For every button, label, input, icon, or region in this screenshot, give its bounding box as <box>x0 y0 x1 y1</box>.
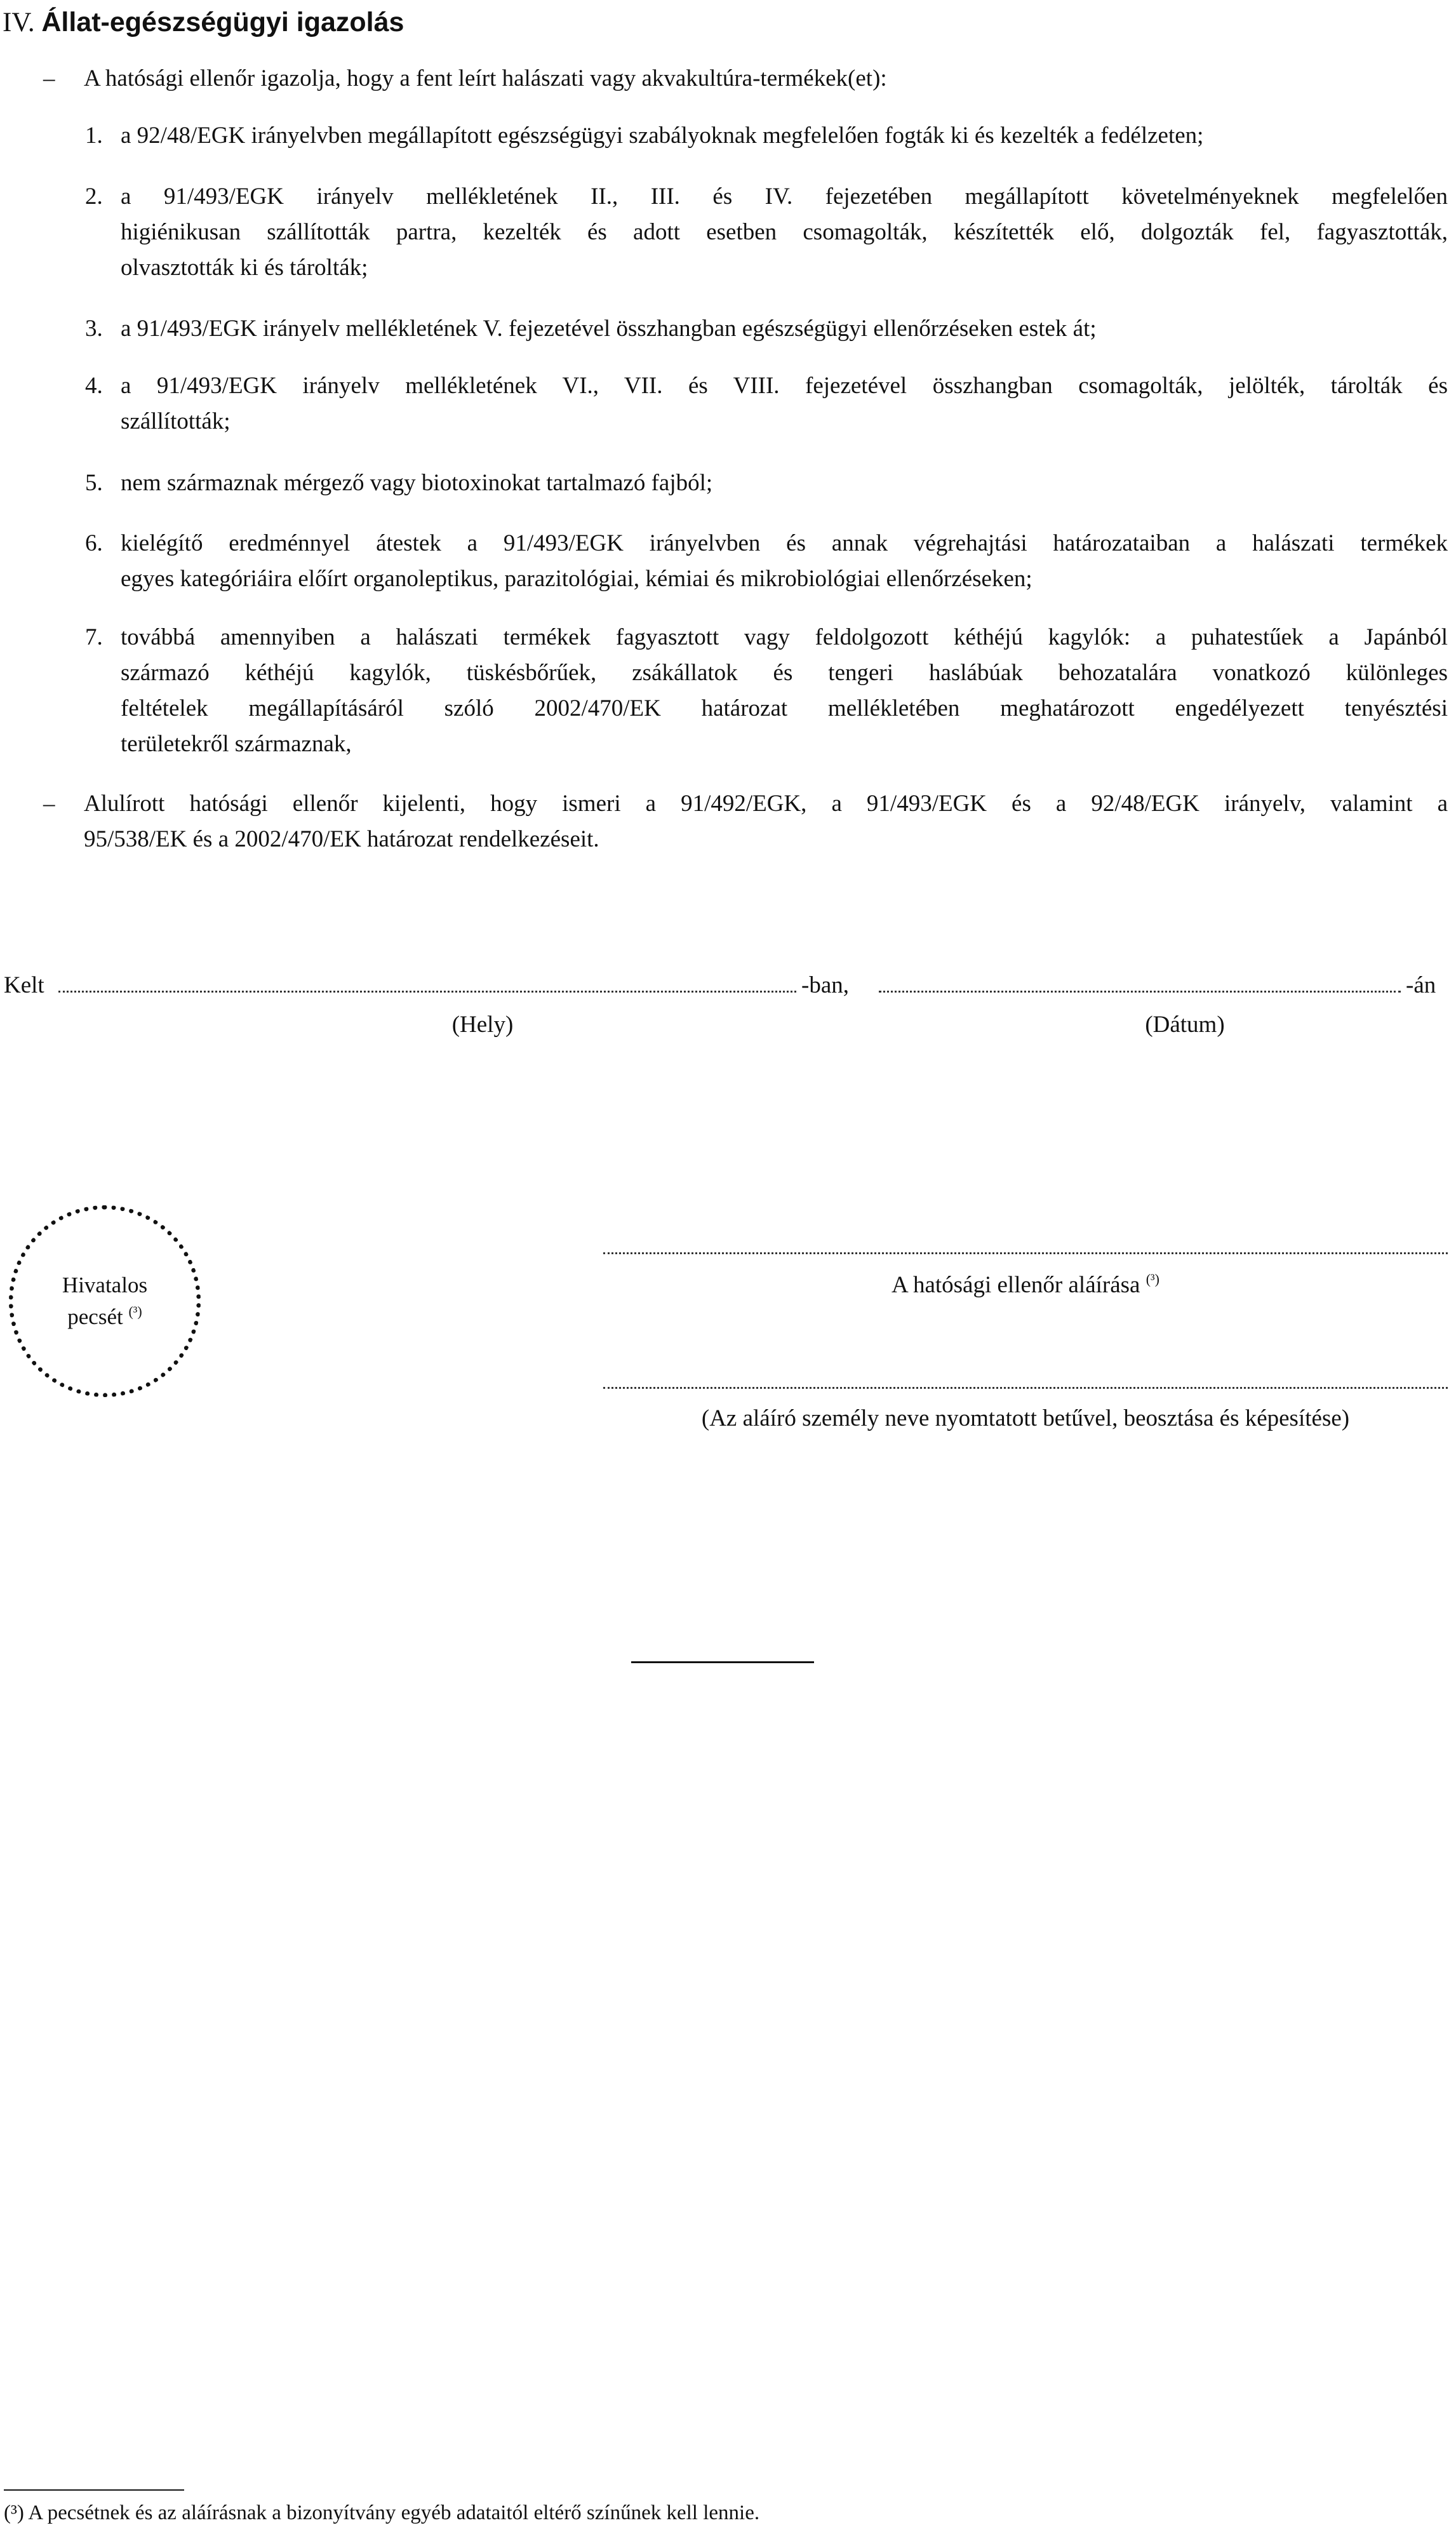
item-text-line: a 91/493/EGK irányelv mellékletének VI., VII. és VIII. fejezetével összhangban csomagolták, jelölték, tárolták és <box>121 373 1448 399</box>
item-number: 1. <box>85 123 103 149</box>
section-title: Állat-egészségügyi igazolás <box>41 7 404 37</box>
closing-dash: – <box>43 791 55 817</box>
date-caption: (Dátum) <box>1145 1012 1225 1038</box>
item-number: 2. <box>85 184 103 210</box>
stamp-label-line1: Hivatalos <box>62 1273 148 1297</box>
signer-name-caption: (Az aláíró személy neve nyomtatott betűvel, beosztása és képesítése) <box>701 1405 1350 1431</box>
date-field[interactable] <box>879 991 1401 993</box>
ban-suffix: -ban, <box>801 972 849 998</box>
item-text-line: higiénikusan szállították partra, kezelték és adott esetben csomagolták, készítették elő, dolgozták fel, fagyasztották, <box>121 219 1448 245</box>
place-caption: (Hely) <box>451 1012 514 1038</box>
item-text-line: egyes kategóriáira előírt organoleptikus, parazitológiai, kémiai és mikrobiológiai ellenőrzéseken; <box>121 566 1032 592</box>
signature-caption: A hatósági ellenőr aláírása <box>892 1272 1140 1298</box>
closing-text-line: Alulírott hatósági ellenőr kijelenti, hogy ismeri a 91/492/EGK, a 91/493/EGK és a 92/48/EGK irányelv, valamint a <box>84 791 1448 817</box>
item-text-line: olvasztották ki és tárolták; <box>121 255 368 281</box>
signature-field[interactable] <box>603 1252 1448 1254</box>
item-number: 6. <box>85 530 103 556</box>
signature-footnote-ref: (³) <box>1145 1271 1159 1287</box>
section-heading <box>3 4 404 41</box>
section-number: IV. <box>3 8 35 37</box>
item-text-line: szállították; <box>121 408 230 434</box>
an-suffix: -án <box>1406 972 1436 998</box>
footnote <box>4 2498 759 2527</box>
item-number: 4. <box>85 373 103 399</box>
item-text-line: továbbá amennyiben a halászati termékek fagyasztott vagy feldolgozott kéthéjú kagylók: a puhatestűek a Japánból <box>121 624 1448 650</box>
item-number: 7. <box>85 624 103 650</box>
signer-name-field[interactable] <box>603 1387 1448 1389</box>
intro-dash: – <box>43 65 55 91</box>
item-number: 3. <box>85 316 103 342</box>
place-field[interactable] <box>58 991 796 993</box>
item-text-line: származó kéthéjú kagylók, tüskésbőrűek, zsákállatok és tengeri haslábúak behozatalára vonatkozó különleges <box>121 660 1448 686</box>
item-text-line: a 91/493/EGK irányelv mellékletének V. fejezetével összhangban egészségügyi ellenőrzéseken estek át; <box>121 316 1097 342</box>
closing-text-line: 95/538/EK és a 2002/470/EK határozat rendelkezéseit. <box>84 826 599 852</box>
separator-line <box>631 1661 814 1663</box>
footnote-rule <box>4 2489 184 2491</box>
item-text-line: feltételek megállapításáról szóló 2002/470/EK határozat mellékletében meghatározott engedélyezett tenyésztési <box>121 695 1448 721</box>
signature-caption-row <box>603 1269 1448 1302</box>
item-text-line: kielégítő eredménnyel átestek a 91/493/EGK irányelvben és annak végrehajtási határozataiban a halászati termékek <box>121 530 1448 556</box>
item-text-line: a 91/493/EGK irányelv mellékletének II., III. és IV. fejezetében megállapított követelményeknek megfelelően <box>121 184 1448 210</box>
item-text-line: területekről származnak, <box>121 731 352 757</box>
kelt-label: Kelt <box>4 972 44 998</box>
item-text-line: nem származnak mérgező vagy biotoxinokat tartalmazó fajból; <box>121 470 713 496</box>
stamp-label-line2: pecsét <box>67 1304 123 1329</box>
item-number: 5. <box>85 470 103 496</box>
intro-text: A hatósági ellenőr igazolja, hogy a fent leírt halászati vagy akvakultúra-termékek(et): <box>84 65 887 91</box>
footnote-text: A pecsétnek és az aláírásnak a bizonyítvány egyéb adataitól eltérő színűnek kell lennie. <box>28 2501 760 2524</box>
stamp-footnote-ref: (³) <box>128 1303 142 1320</box>
footnote-mark: (³) <box>4 2501 24 2524</box>
item-text-line: a 92/48/EGK irányelvben megállapított egészségügyi szabályoknak megfelelően fogták ki és kezelték a fedélzeten; <box>121 123 1204 149</box>
official-stamp-area <box>9 1205 201 1397</box>
